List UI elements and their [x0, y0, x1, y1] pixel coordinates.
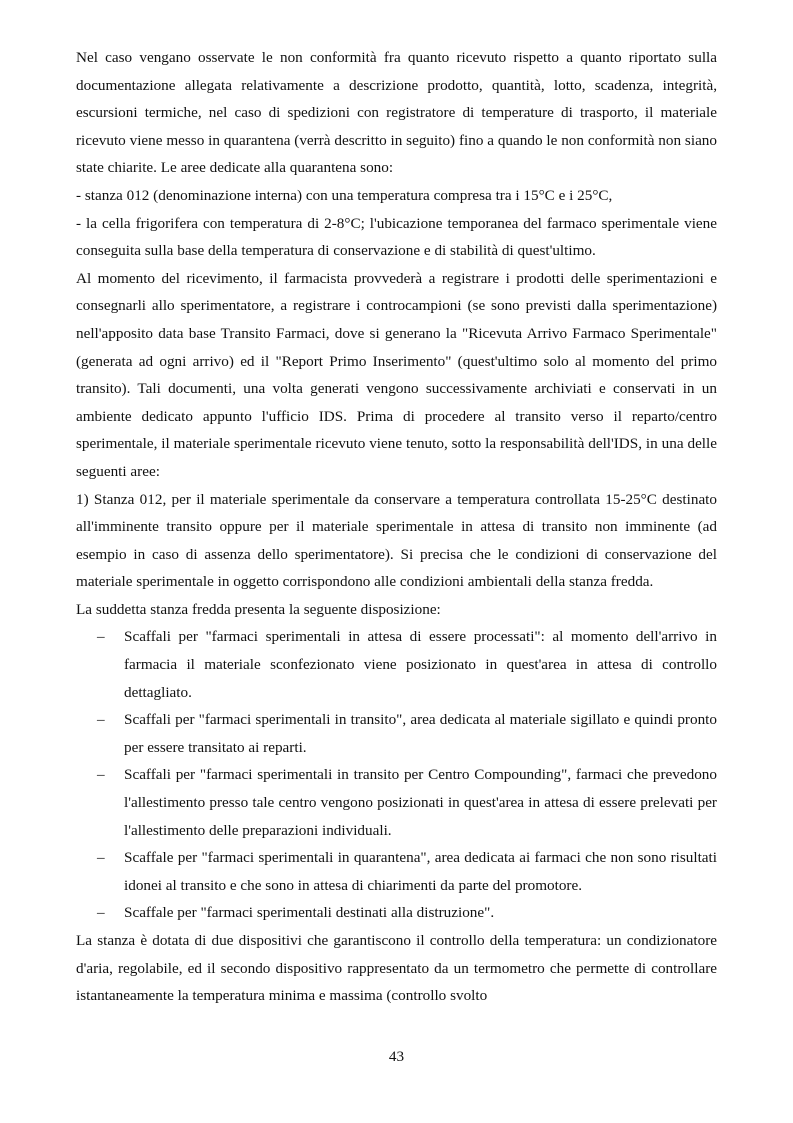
paragraph-room-012: 1) Stanza 012, per il materiale sperimentale da conservare a temperatura controllata 15-25°C destinato all'imminente transito oppure per il materiale sperimentale in attesa di transito non imminente (ad esempio in caso di assenza dello sperimentatore). Si precisa che le condizioni di conservazione del materiale sperimentale in oggetto corrispondono alle condizioni ambientali della stanza fredda. [76, 490, 717, 591]
paragraph-quarantine-cold-cell: - la cella frigorifera con temperatura di 2-8°C; l'ubicazione temporanea del farmaco sperimentale viene conseguita sulla base della temperatura di conservazione e di stabilità di quest'ultimo. [76, 214, 717, 260]
list-item [76, 844, 717, 899]
document-page [76, 44, 717, 1010]
shelf-list [76, 623, 717, 927]
list-item [76, 706, 717, 761]
dash-bullet-icon: – [97, 766, 105, 784]
list-item [76, 623, 717, 706]
list-item-text: Scaffali per "farmaci sperimentali in transito", area dedicata al materiale sigillato e quindi pronto per essere transitato ai reparti. [124, 711, 717, 756]
paragraph-receipt-procedure: Al momento del ricevimento, il farmacista provvederà a registrare i prodotti delle sperimentazioni e consegnarli allo sperimentatore, a registrare i controcampioni (se sono previsti dalla sperimentazione) nell'apposito data base Transito Farmaci, dove si generano la "Ricevuta Arrivo Farmaco Sperimentale" (generata ad ogni arrivo) ed il "Report Primo Inserimento" (quest'ultimo solo al momento del primo transito). Tali documenti, una volta generati vengono successivamente archiviati e conservati in un ambiente dedicato appunto l'ufficio IDS. Prima di procedere al transito verso il reparto/centro sperimentale, il materiale sperimentale ricevuto viene tenuto, sotto la responsabilità dell'IDS, in una delle seguenti aree: [76, 269, 717, 480]
list-item-text: Scaffali per "farmaci sperimentali in attesa di essere processati": al momento dell'arrivo in farmacia il materiale sconfezionato viene posizionato in quest'area in attesa di controllo dettagliato. [124, 628, 717, 701]
list-item [76, 761, 717, 844]
paragraph-cold-room-layout: La suddetta stanza fredda presenta la seguente disposizione: [76, 600, 441, 618]
page-number: 43 [388, 1048, 405, 1065]
paragraph-quarantine-room-012: - stanza 012 (denominazione interna) con una temperatura compresa tra i 15°C e i 25°C, [76, 186, 613, 204]
list-item-text: Scaffale per "farmaci sperimentali destinati alla distruzione". [124, 904, 495, 922]
dash-bullet-icon: – [97, 849, 105, 867]
list-item-text: Scaffali per "farmaci sperimentali in transito per Centro Compounding", farmaci che prevedono l'allestimento presso tale centro vengono posizionati in quest'area in attesa di essere prelevati per l'allestimento delle preparazioni individuali. [124, 766, 717, 839]
dash-bullet-icon: – [97, 904, 105, 922]
dash-bullet-icon: – [97, 628, 105, 646]
list-item-text: Scaffale per "farmaci sperimentali in quarantena", area dedicata ai farmaci che non sono risultati idonei al transito e che sono in attesa di chiarimenti da parte del promotore. [124, 849, 717, 894]
dash-bullet-icon: – [97, 711, 105, 729]
list-item [76, 899, 717, 927]
paragraph-temperature-devices: La stanza è dotata di due dispositivi che garantiscono il controllo della temperatura: un condizionatore d'aria, regolabile, ed il secondo dispositivo rappresentato da un termometro che permette di controllare istantaneamente la temperatura minima e massima (controllo svolto [76, 932, 717, 1005]
paragraph-non-conformity: Nel caso vengano osservate le non conformità fra quanto ricevuto rispetto a quanto riportato sulla documentazione allegata relativamente a descrizione prodotto, quantità, lotto, scadenza, integrità, escursioni termiche, nel caso di spedizioni con registratore di temperature di trasporto, il materiale ricevuto viene messo in quarantena (verrà descritto in seguito) fino a quando le non conformità non siano state chiarite. Le aree dedicate alla quarantena sono: [76, 49, 717, 177]
